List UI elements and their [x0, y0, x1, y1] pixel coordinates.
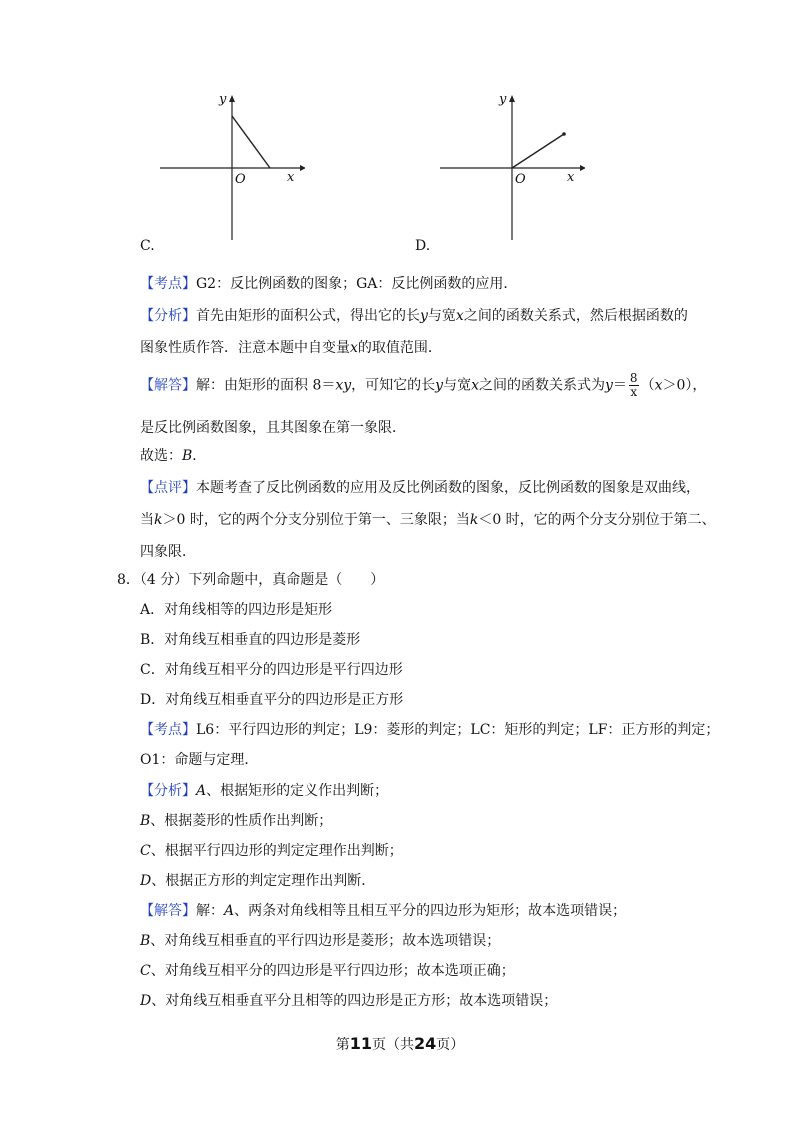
- var-y: y: [435, 377, 444, 394]
- q7-fenxi-text: 首先由矩形的面积公式，得出它的长: [196, 308, 420, 324]
- q8-fenxi-text: 、根据矩形的定义作出判断；: [206, 783, 389, 799]
- graph-d-segment: [512, 134, 564, 168]
- graph-d-x-arrow: [580, 165, 585, 171]
- fenxi-tag: 【分析】: [140, 783, 196, 799]
- q8-kaodian-line2: O1：命题与定理．: [140, 752, 259, 768]
- q8-jieda-prefix: 解：: [196, 903, 224, 919]
- q7-jieda-text: （: [640, 377, 655, 394]
- q8-jieda-d: [140, 991, 557, 1011]
- q8-jieda-text: 、两条对角线相等且相互平分的四边形为矩形；故本选项错误；: [234, 903, 627, 919]
- choice-letter: B: [182, 448, 193, 464]
- q8-jieda-text: 、对角线互相垂直的平行四边形是菱形；故本选项错误；: [150, 933, 501, 949]
- graph-d-x-label: x: [567, 170, 575, 185]
- var-k: k: [469, 512, 479, 528]
- q8-kaodian-line1: [140, 720, 719, 740]
- equals-sign: ＝: [612, 377, 627, 394]
- graph-d-endpoint: [562, 132, 566, 136]
- letter-b: B: [140, 813, 151, 829]
- q8-stem: 8．（4 分）下列命题中，真命题是（ ）: [117, 572, 385, 588]
- q8-kaodian-text: L6：平行四边形的判定；L9：菱形的判定；LC：矩形的判定；LF：正方形的判定；: [196, 722, 720, 738]
- q7-fenxi-line2: [140, 338, 442, 358]
- q7-jieda-text: ，可知它的长: [351, 377, 436, 394]
- q7-kaodian: [140, 274, 517, 294]
- letter-c: C: [140, 963, 151, 979]
- footer-text: 页）: [436, 1037, 465, 1053]
- q7-jieda-text: ＞0），: [662, 377, 707, 394]
- q7-fenxi-text: 的取值范围．: [357, 340, 442, 356]
- graph-c-x-arrow: [300, 165, 305, 171]
- var-x: x: [654, 377, 663, 394]
- graph-d-y-arrow: [509, 95, 515, 102]
- fraction-numerator: 8: [629, 371, 638, 385]
- letter-a: A: [196, 783, 207, 799]
- footer-text: 第: [335, 1037, 350, 1053]
- q8-jieda-a: [140, 901, 626, 921]
- q8-fenxi-text: 、根据平行四边形的判定定理作出判断；: [150, 843, 403, 859]
- letter-a: A: [224, 903, 235, 919]
- q8-fenxi-b: [140, 811, 332, 831]
- q7-dianping-text: ＞0 时，它的两个分支分别位于第一、三象限；当: [162, 512, 470, 528]
- q7-kaodian-text: G2：反比例函数的图象；GA：反比例函数的应用．: [196, 276, 518, 292]
- page-number: 11: [349, 1034, 372, 1053]
- graph-d-origin: O: [515, 172, 526, 187]
- graph-c-origin: O: [235, 172, 246, 187]
- var-x: x: [350, 340, 358, 356]
- option-c-label: C.: [140, 238, 155, 254]
- q8-option-c: C．对角线互相平分的四边形是平行四边形: [140, 662, 403, 678]
- var-y: y: [605, 377, 613, 394]
- choice-prefix: 故选：: [140, 448, 182, 464]
- q7-jieda-text: 之间的函数关系式为: [479, 377, 605, 394]
- total-pages: 24: [414, 1034, 437, 1053]
- q7-dianping-text: ＜0 时，它的两个分支分别位于第二、: [478, 512, 716, 528]
- q7-choice: [140, 446, 206, 466]
- q8-fenxi-text: 、根据正方形的判定定理作出判断．: [151, 873, 376, 889]
- q8-option-b: B．对角线互相垂直的四边形是菱形: [140, 632, 361, 648]
- dianping-tag: 【点评】: [140, 480, 196, 496]
- q8-option-a: A．对角线相等的四边形是矩形: [140, 602, 333, 618]
- graph-c-y-label: y: [219, 92, 227, 107]
- jieda-tag: 【解答】: [140, 377, 196, 394]
- letter-d: D: [140, 873, 152, 889]
- footer-text: 页（共: [372, 1037, 414, 1053]
- graph-d-svg: [440, 90, 585, 245]
- q7-fenxi-text: 与宽: [427, 308, 456, 324]
- q8-fenxi-d: [140, 871, 375, 891]
- q8-fenxi-text: 、根据菱形的性质作出判断；: [150, 813, 333, 829]
- kaodian-tag: 【考点】: [140, 276, 196, 292]
- q7-jieda-line1: [140, 372, 706, 399]
- q8-jieda-text: 、对角线互相平分的四边形是平行四边形；故本选项正确；: [150, 963, 515, 979]
- q7-dianping-text: 本题考查了反比例函数的应用及反比例函数的图象，反比例函数的图象是双曲线，: [196, 480, 700, 496]
- option-d-label: D.: [415, 238, 431, 254]
- q7-dianping-line1: [140, 478, 700, 498]
- page-footer: [0, 1034, 800, 1054]
- graph-c: [160, 90, 305, 245]
- var-x: x: [471, 377, 479, 394]
- var-k: k: [154, 512, 163, 528]
- graph-c-svg: [160, 90, 305, 245]
- fraction-denominator: x: [630, 385, 638, 399]
- q8-jieda-b: [140, 931, 500, 951]
- jieda-tag: 【解答】: [140, 903, 196, 919]
- q7-fenxi-text: 图象性质作答．注意本题中自变量: [140, 340, 350, 356]
- graph-c-segment: [232, 116, 270, 168]
- graph-c-y-arrow: [229, 95, 235, 102]
- q8-jieda-text: 、对角线互相垂直平分且相等的四边形是正方形；故本选项错误；: [151, 993, 558, 1009]
- graph-d: [440, 90, 585, 245]
- var-x: x: [455, 308, 464, 324]
- letter-d: D: [140, 993, 152, 1009]
- q8-option-d: D．对角线互相垂直平分的四边形是正方形: [140, 692, 404, 708]
- q7-jieda-line2: 是反比例函数图象，且其图象在第一象限．: [140, 420, 406, 436]
- q7-jieda-text: 与宽: [443, 377, 472, 394]
- q7-dianping-line3: 四象限．: [140, 544, 196, 560]
- choice-period: ．: [192, 448, 207, 464]
- q8-jieda-c: [140, 961, 515, 981]
- q8-fenxi-c: [140, 841, 403, 861]
- letter-b: B: [140, 933, 151, 949]
- letter-c: C: [140, 843, 151, 859]
- kaodian-tag: 【考点】: [140, 722, 196, 738]
- fenxi-tag: 【分析】: [140, 308, 196, 324]
- fraction: [629, 372, 639, 399]
- q7-fenxi-line1: [140, 306, 688, 326]
- q7-jieda-text: 解：由矩形的面积 8＝: [196, 377, 336, 394]
- graph-c-x-label: x: [287, 170, 295, 185]
- q7-dianping-line2: [140, 510, 716, 530]
- var-y: y: [420, 308, 428, 324]
- q7-dianping-text: 当: [140, 512, 154, 528]
- q8-fenxi-a: [140, 781, 388, 801]
- q7-fenxi-text: 之间的函数关系式，然后根据函数的: [463, 308, 688, 324]
- graph-d-y-label: y: [499, 92, 507, 107]
- var-xy: xy: [335, 377, 352, 394]
